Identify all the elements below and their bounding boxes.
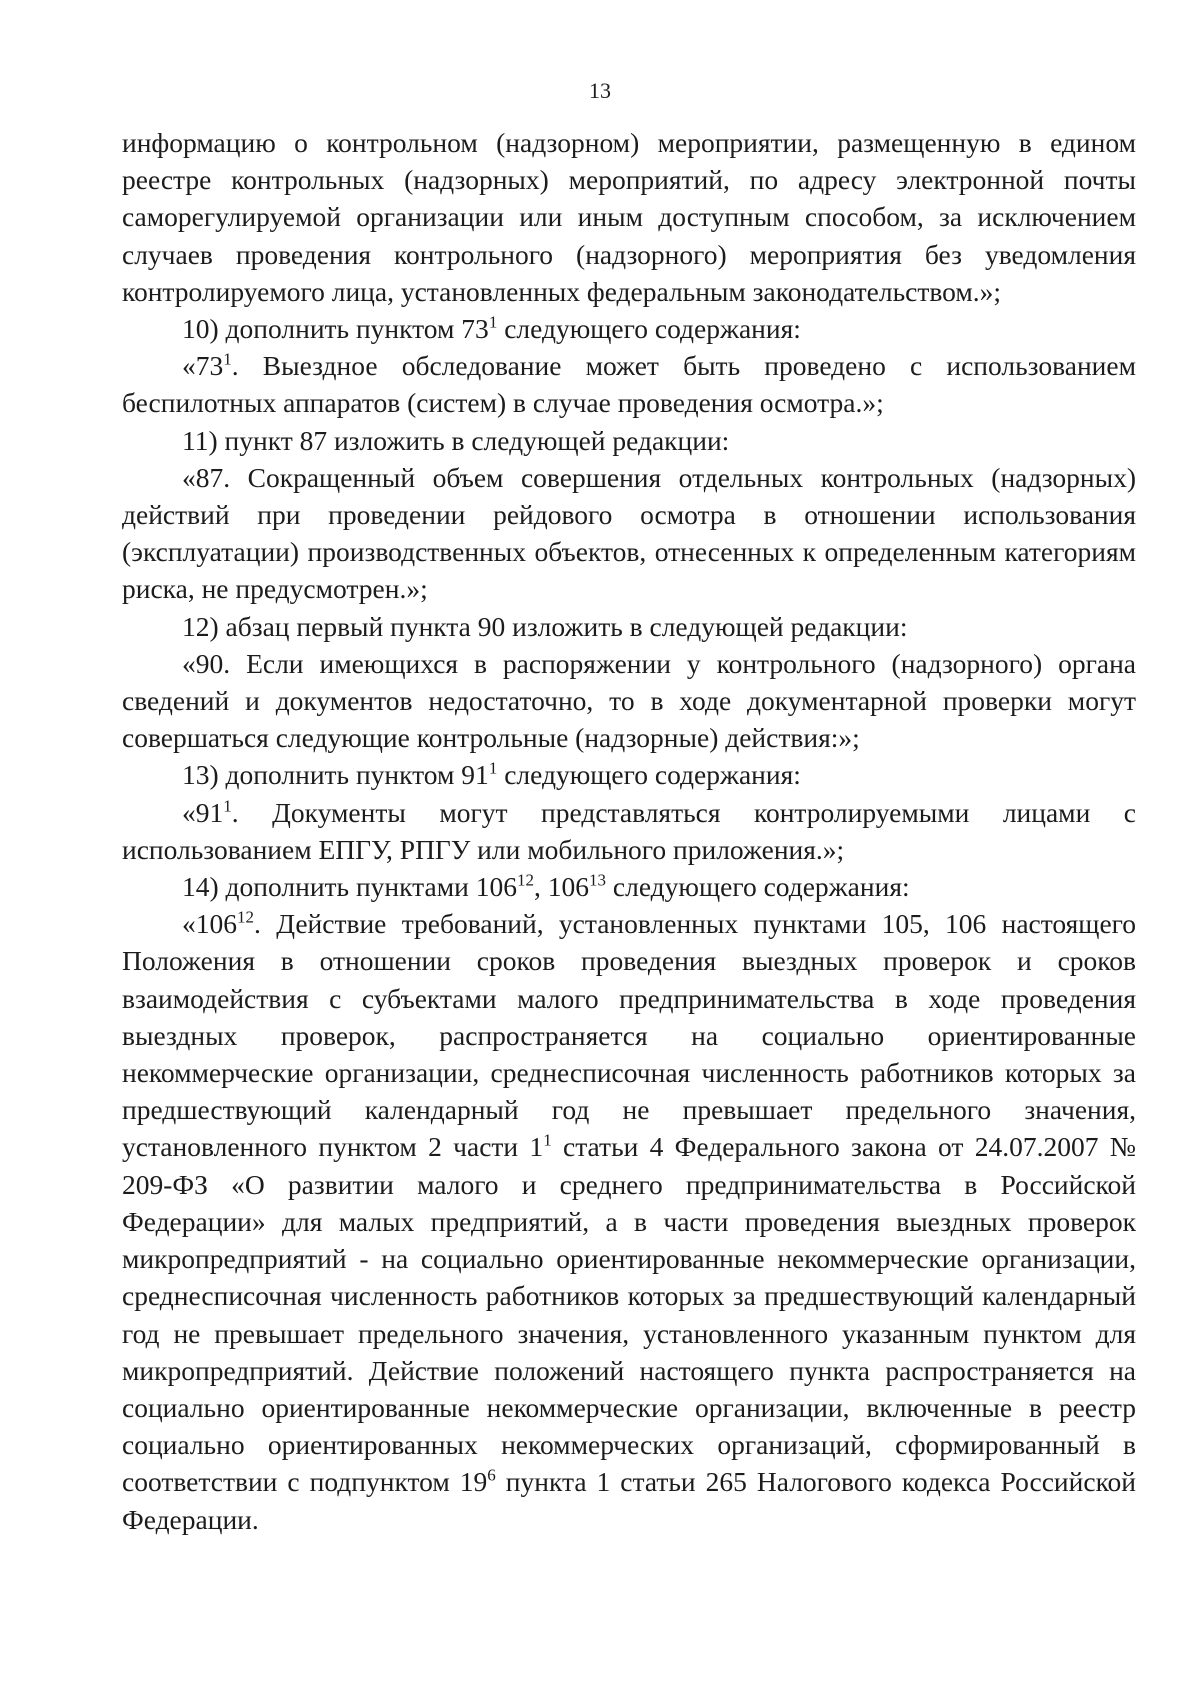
paragraph-text: . Действие требований, установленных пунктами 105, 106 настоящего Положения в отношении сроков проведения выездных проверок и сроков взаимодействия с субъектами малого предпринимательства в ходе проведения выездных проверок, распространяется на социально ориентированные некоммерческие организации, среднесписочная численность работников которых за предшествующий календарный год не превышает предельного значения, установленного пунктом 2 части 1 <box>122 908 1136 1163</box>
paragraph <box>122 794 1136 868</box>
paragraph-text: «90. Если имеющихся в распоряжении у контрольного (надзорного) органа сведений и документов недостаточно, то в ходе документарной проверки могут совершаться следующие контрольные (надзорные) действия:»; <box>122 647 1136 754</box>
paragraph-text: «106 <box>182 908 237 940</box>
paragraph-text: 13) дополнить пунктом 91 <box>182 759 489 791</box>
superscript-index: 1 <box>223 349 232 369</box>
paragraph-text: статьи 4 Федерального закона от 24.07.2007 № 209-ФЗ «О развитии малого и среднего предпринимательства в Российской Федерации» для малых предприятий, а в части проведения выездных проверок микропредприятий - на социально ориентированные некоммерческие организации, среднесписочная численность работников которых за предшествующий календарный год не превышает предельного значения, установленного указанным пунктом для микропредприятий. Действие положений настоящего пункта распространяется на социально ориентированные некоммерческие организации, включенные в реестр социально ориентированных некоммерческих организаций, сформированный в соответствии с подпунктом 19 <box>122 1131 1136 1498</box>
page-number: 13 <box>589 78 611 103</box>
paragraph <box>122 645 1136 757</box>
paragraph-text: 12) абзац первый пункта 90 изложить в следующей редакции: <box>182 610 908 642</box>
paragraph-text: информацию о контрольном (надзорном) мероприятии, размещенную в едином реестре контрольных (надзорных) мероприятий, по адресу электронной почты саморегулируемой организации или иным доступным способом, за исключением случаев проведения контрольного (надзорного) мероприятия без уведомления контролируемого лица, установленных федеральным законодательством.»; <box>122 127 1136 307</box>
paragraph-text: «87. Сокращенный объем совершения отдельных контрольных (надзорных) действий при проведении рейдового осмотра в отношении использования (эксплуатации) производственных объектов, отнесенных к определенным категориям риска, не предусмотрен.»; <box>122 461 1136 605</box>
paragraph-text: «91 <box>182 796 224 828</box>
paragraph-text: пункта 1 статьи 265 Налогового кодекса Российской Федерации. <box>122 1466 1137 1535</box>
superscript-index: 1 <box>543 1130 552 1150</box>
superscript-index: 6 <box>487 1465 496 1485</box>
paragraph <box>122 868 1136 905</box>
paragraph-text: следующего содержания: <box>606 871 910 903</box>
superscript-index: 1 <box>488 758 498 778</box>
paragraph <box>122 756 1136 793</box>
paragraph <box>122 347 1136 421</box>
superscript-index: 12 <box>237 907 255 927</box>
paragraph-text: «73 <box>182 350 224 382</box>
superscript-index: 1 <box>223 796 232 816</box>
paragraph-text: следующего содержания: <box>497 313 801 345</box>
paragraph-text: . Документы могут представляться контролируемыми лицами с использованием ЕПГУ, РПГУ или мобильного приложения.»; <box>122 796 1136 865</box>
paragraph <box>122 310 1136 347</box>
paragraph <box>122 459 1136 608</box>
paragraph-text: 14) дополнить пунктами 106 <box>182 871 517 903</box>
paragraph-text: 10) дополнить пунктом 73 <box>182 313 489 345</box>
paragraph-text: следующего содержания: <box>497 759 801 791</box>
paragraph <box>122 124 1136 310</box>
paragraph <box>122 905 1136 1537</box>
paragraph-text: 11) пункт 87 изложить в следующей редакции: <box>182 424 730 456</box>
paragraph-text: . Выездное обследование может быть проведено с использованием беспилотных аппаратов (систем) в случае проведения осмотра.»; <box>122 350 1136 419</box>
superscript-index: 12 <box>516 870 534 890</box>
paragraph <box>122 422 1136 459</box>
superscript-index: 1 <box>488 312 498 332</box>
document-body <box>122 124 1136 1538</box>
superscript-index: 13 <box>589 870 607 890</box>
paragraph <box>122 608 1136 645</box>
paragraph-text: , 106 <box>534 871 589 903</box>
